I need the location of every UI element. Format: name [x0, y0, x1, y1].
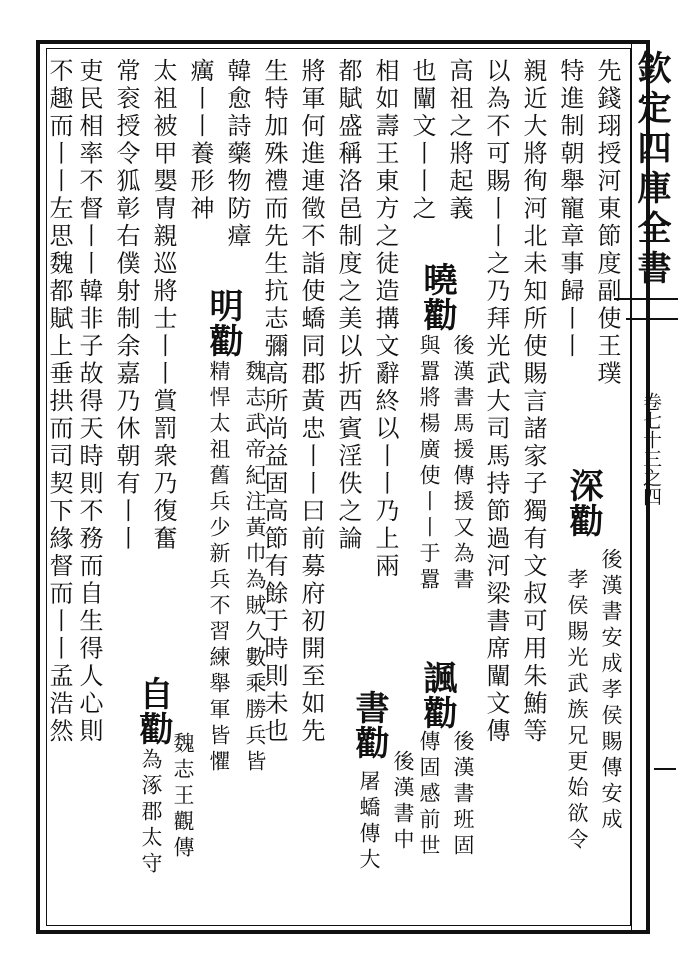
entry-text: 與囂將楊廣使丨丨于囂 — [417, 334, 441, 594]
entry-source: 魏志王觀傳 — [171, 732, 195, 862]
text-column: 韓愈詩藥物防瘴 — [223, 58, 251, 251]
text-column: 都賦盛稱洛邑制度之美以折西賓淫佚之論 — [334, 58, 362, 553]
entry-text: 孝侯賜光武族兄更始欲令 — [565, 568, 589, 854]
book-title: 欽定四庫全書 — [631, 50, 671, 290]
text-column: 特進制朝舉寵章事歸丨丨 — [556, 58, 584, 361]
entry-text: 屠蟜傳大 — [357, 770, 381, 874]
headword: 曉勸 — [417, 262, 457, 332]
text-column: 高祖之將起義 — [445, 58, 473, 223]
headword: 書勸 — [349, 690, 389, 760]
entry-text: 精悍太祖舊兵少新兵不習練舉軍皆懼 — [207, 360, 231, 776]
text-column: 生特加殊禮而先生抗志彌高所尚益固高節有餘于時則未也 — [260, 58, 288, 746]
text-column: 吏民相率不督丨丨韓非子故得天時則不務而自生得人心則 — [75, 58, 103, 746]
headword: 諷勸 — [417, 660, 457, 730]
text-column: 癘丨丨養形神 — [186, 58, 214, 223]
text-column: 以為不可賜丨丨之乃拜光武大司馬持節過河梁書席闡文傳 — [482, 58, 510, 746]
headword: 明勸 — [203, 288, 243, 358]
entry-source: 魏志武帝紀注黃巾為賊久數乘勝兵皆 — [243, 360, 267, 776]
entry-source: 後漢書中 — [391, 750, 415, 854]
text-column: 太祖被甲嬰冑親巡將士丨丨賞罰衆乃復奮 — [149, 58, 177, 553]
header-rule — [626, 318, 678, 320]
text-column: 先錢珝授河東節度副使王璞 — [593, 58, 621, 388]
margin-tick — [654, 768, 676, 770]
text-column: 也闡文丨丨之 — [408, 58, 436, 223]
volume-label: 卷七十三之四 — [640, 392, 662, 506]
text-column: 親近大將徇河北未知所使賜言諸家子獨有文叔可用朱鮪等 — [519, 58, 547, 746]
text-column: 不趣而丨丨左思魏都賦上垂拱而司契下緣督而丨丨孟浩然 — [45, 58, 73, 746]
entry-source: 後漢書班固 — [451, 730, 475, 860]
entry-text: 傳固感前世 — [417, 730, 441, 860]
entry-source: 後漢書安成孝侯賜傳安成 — [599, 548, 623, 834]
text-column: 將軍何進連徵不詣使蟜同郡黃忠丨丨曰前募府初開至如先 — [297, 58, 325, 746]
entry-source: 後漢書馬援傳援又為書 — [451, 334, 475, 594]
text-column: 常衮授令狐彰右僕射制余嘉乃休朝有丨丨 — [112, 58, 140, 553]
headword: 深勸 — [563, 468, 603, 538]
text-column: 相如壽王東方之徒造搆文辭終以丨丨乃上兩 — [371, 58, 399, 581]
entry-text: 為涿郡太守 — [139, 748, 163, 878]
headword: 自勸 — [133, 676, 173, 746]
